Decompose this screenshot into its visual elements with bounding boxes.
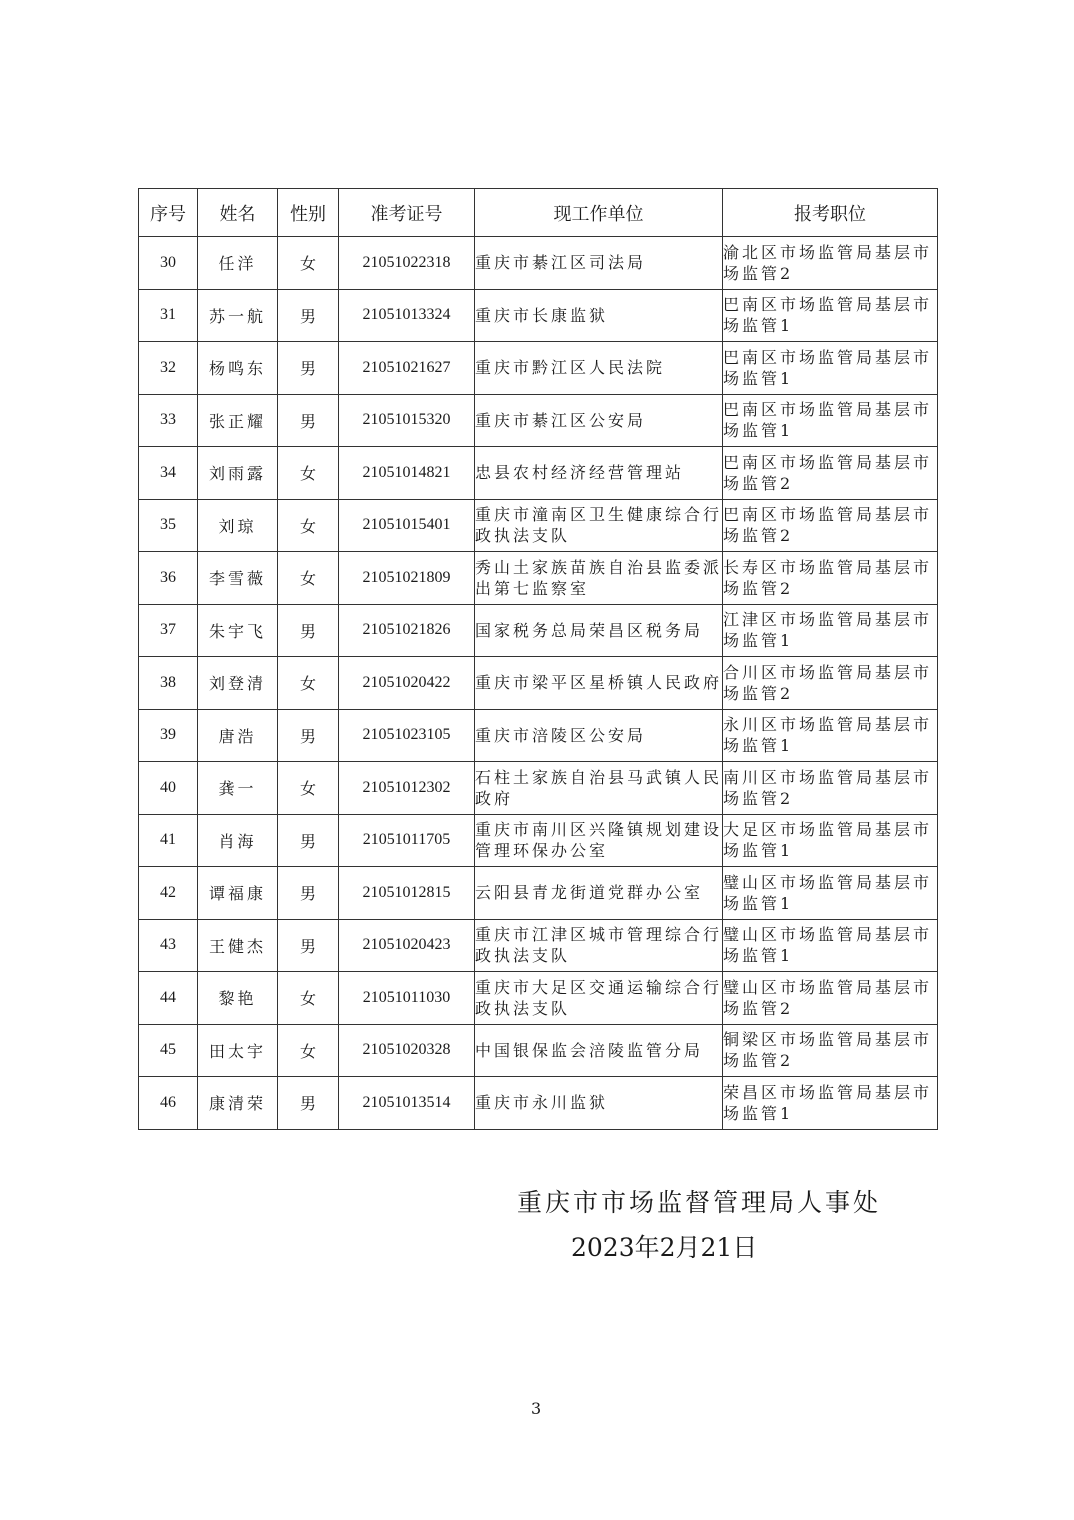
candidate-gender: 男	[278, 604, 339, 657]
table-row	[139, 972, 938, 1025]
candidate-name: 杨鸣东	[198, 342, 278, 395]
candidate-gender: 女	[278, 762, 339, 815]
table-row	[139, 1077, 938, 1130]
table-row	[139, 814, 938, 867]
candidate-name: 龚一	[198, 762, 278, 815]
candidate-name: 田太宇	[198, 1024, 278, 1077]
row-number: 44	[139, 972, 198, 1025]
row-number: 39	[139, 709, 198, 762]
exam-id: 21051011030	[339, 972, 475, 1025]
table-row	[139, 709, 938, 762]
row-number: 41	[139, 814, 198, 867]
candidate-name: 唐浩	[198, 709, 278, 762]
table-header-row	[139, 189, 938, 237]
candidate-gender: 女	[278, 972, 339, 1025]
candidate-name: 苏一航	[198, 289, 278, 342]
page-number: 3	[531, 1399, 542, 1418]
issuing-organization: 重庆市市场监督管理局人事处	[517, 1188, 882, 1217]
applied-position: 长寿区市场监管局基层市场监管2	[723, 552, 938, 605]
table-row	[139, 342, 938, 395]
row-number: 35	[139, 499, 198, 552]
candidate-name: 王健杰	[198, 919, 278, 972]
candidate-name: 肖海	[198, 814, 278, 867]
candidate-table	[138, 188, 938, 1130]
exam-id: 21051021826	[339, 604, 475, 657]
candidate-name: 朱宇飞	[198, 604, 278, 657]
exam-id: 21051021627	[339, 342, 475, 395]
table-row	[139, 604, 938, 657]
issue-date: 2023年2月21日	[571, 1233, 758, 1262]
exam-id: 21051011705	[339, 814, 475, 867]
candidate-name: 刘琼	[198, 499, 278, 552]
exam-id: 21051012302	[339, 762, 475, 815]
exam-id: 21051015320	[339, 394, 475, 447]
table-row	[139, 919, 938, 972]
exam-id: 21051013324	[339, 289, 475, 342]
current-work-unit: 秀山土家族苗族自治县监委派出第七监察室	[475, 552, 723, 605]
table-row	[139, 867, 938, 920]
current-work-unit: 重庆市潼南区卫生健康综合行政执法支队	[475, 499, 723, 552]
header-exam-id: 准考证号	[339, 189, 475, 237]
exam-id: 21051013514	[339, 1077, 475, 1130]
header-unit: 现工作单位	[475, 189, 723, 237]
row-number: 32	[139, 342, 198, 395]
applied-position: 江津区市场监管局基层市场监管1	[723, 604, 938, 657]
applied-position: 巴南区市场监管局基层市场监管2	[723, 499, 938, 552]
current-work-unit: 重庆市大足区交通运输综合行政执法支队	[475, 972, 723, 1025]
row-number: 46	[139, 1077, 198, 1130]
row-number: 37	[139, 604, 198, 657]
row-number: 38	[139, 657, 198, 710]
current-work-unit: 重庆市南川区兴隆镇规划建设管理环保办公室	[475, 814, 723, 867]
candidate-gender: 女	[278, 237, 339, 290]
row-number: 36	[139, 552, 198, 605]
candidate-gender: 女	[278, 657, 339, 710]
header-no: 序号	[139, 189, 198, 237]
current-work-unit: 重庆市涪陵区公安局	[475, 709, 723, 762]
exam-id: 21051012815	[339, 867, 475, 920]
candidate-gender: 女	[278, 499, 339, 552]
table-row	[139, 1024, 938, 1077]
row-number: 42	[139, 867, 198, 920]
applied-position: 璧山区市场监管局基层市场监管1	[723, 919, 938, 972]
applied-position: 巴南区市场监管局基层市场监管1	[723, 342, 938, 395]
current-work-unit: 云阳县青龙街道党群办公室	[475, 867, 723, 920]
table-row	[139, 289, 938, 342]
applied-position: 荣昌区市场监管局基层市场监管1	[723, 1077, 938, 1130]
applied-position: 巴南区市场监管局基层市场监管1	[723, 289, 938, 342]
current-work-unit: 国家税务总局荣昌区税务局	[475, 604, 723, 657]
exam-id: 21051021809	[339, 552, 475, 605]
candidate-gender: 男	[278, 289, 339, 342]
candidate-gender: 男	[278, 1077, 339, 1130]
applied-position: 大足区市场监管局基层市场监管1	[723, 814, 938, 867]
row-number: 30	[139, 237, 198, 290]
applied-position: 巴南区市场监管局基层市场监管2	[723, 447, 938, 500]
table-row	[139, 657, 938, 710]
candidate-name: 李雪薇	[198, 552, 278, 605]
candidate-name: 刘雨露	[198, 447, 278, 500]
table-row	[139, 237, 938, 290]
exam-id: 21051020422	[339, 657, 475, 710]
exam-id: 21051022318	[339, 237, 475, 290]
current-work-unit: 重庆市綦江区公安局	[475, 394, 723, 447]
candidate-gender: 男	[278, 394, 339, 447]
applied-position: 铜梁区市场监管局基层市场监管2	[723, 1024, 938, 1077]
row-number: 43	[139, 919, 198, 972]
candidate-gender: 男	[278, 342, 339, 395]
candidate-gender: 男	[278, 709, 339, 762]
row-number: 33	[139, 394, 198, 447]
header-gender: 性别	[278, 189, 339, 237]
applied-position: 巴南区市场监管局基层市场监管1	[723, 394, 938, 447]
table-row	[139, 552, 938, 605]
applied-position: 南川区市场监管局基层市场监管2	[723, 762, 938, 815]
candidate-name: 任洋	[198, 237, 278, 290]
header-name: 姓名	[198, 189, 278, 237]
candidate-name: 黎艳	[198, 972, 278, 1025]
candidate-gender: 男	[278, 919, 339, 972]
current-work-unit: 重庆市綦江区司法局	[475, 237, 723, 290]
header-position: 报考职位	[723, 189, 938, 237]
current-work-unit: 石柱土家族自治县马武镇人民政府	[475, 762, 723, 815]
table-row	[139, 762, 938, 815]
candidate-gender: 男	[278, 814, 339, 867]
candidate-gender: 女	[278, 447, 339, 500]
applied-position: 永川区市场监管局基层市场监管1	[723, 709, 938, 762]
current-work-unit: 重庆市长康监狱	[475, 289, 723, 342]
applied-position: 合川区市场监管局基层市场监管2	[723, 657, 938, 710]
current-work-unit: 中国银保监会涪陵监管分局	[475, 1024, 723, 1077]
candidate-gender: 女	[278, 1024, 339, 1077]
current-work-unit: 重庆市江津区城市管理综合行政执法支队	[475, 919, 723, 972]
applied-position: 渝北区市场监管局基层市场监管2	[723, 237, 938, 290]
current-work-unit: 重庆市永川监狱	[475, 1077, 723, 1130]
table-row	[139, 499, 938, 552]
exam-id: 21051014821	[339, 447, 475, 500]
exam-id: 21051023105	[339, 709, 475, 762]
candidate-gender: 女	[278, 552, 339, 605]
current-work-unit: 重庆市黔江区人民法院	[475, 342, 723, 395]
table-row	[139, 447, 938, 500]
candidate-gender: 男	[278, 867, 339, 920]
candidate-name: 谭福康	[198, 867, 278, 920]
candidate-name: 康清荣	[198, 1077, 278, 1130]
applied-position: 璧山区市场监管局基层市场监管1	[723, 867, 938, 920]
candidate-name: 刘登清	[198, 657, 278, 710]
table-row	[139, 394, 938, 447]
current-work-unit: 忠县农村经济经营管理站	[475, 447, 723, 500]
row-number: 45	[139, 1024, 198, 1077]
exam-id: 21051015401	[339, 499, 475, 552]
exam-id: 21051020423	[339, 919, 475, 972]
row-number: 40	[139, 762, 198, 815]
row-number: 34	[139, 447, 198, 500]
exam-id: 21051020328	[339, 1024, 475, 1077]
row-number: 31	[139, 289, 198, 342]
candidate-name: 张正耀	[198, 394, 278, 447]
applied-position: 璧山区市场监管局基层市场监管2	[723, 972, 938, 1025]
current-work-unit: 重庆市梁平区星桥镇人民政府	[475, 657, 723, 710]
